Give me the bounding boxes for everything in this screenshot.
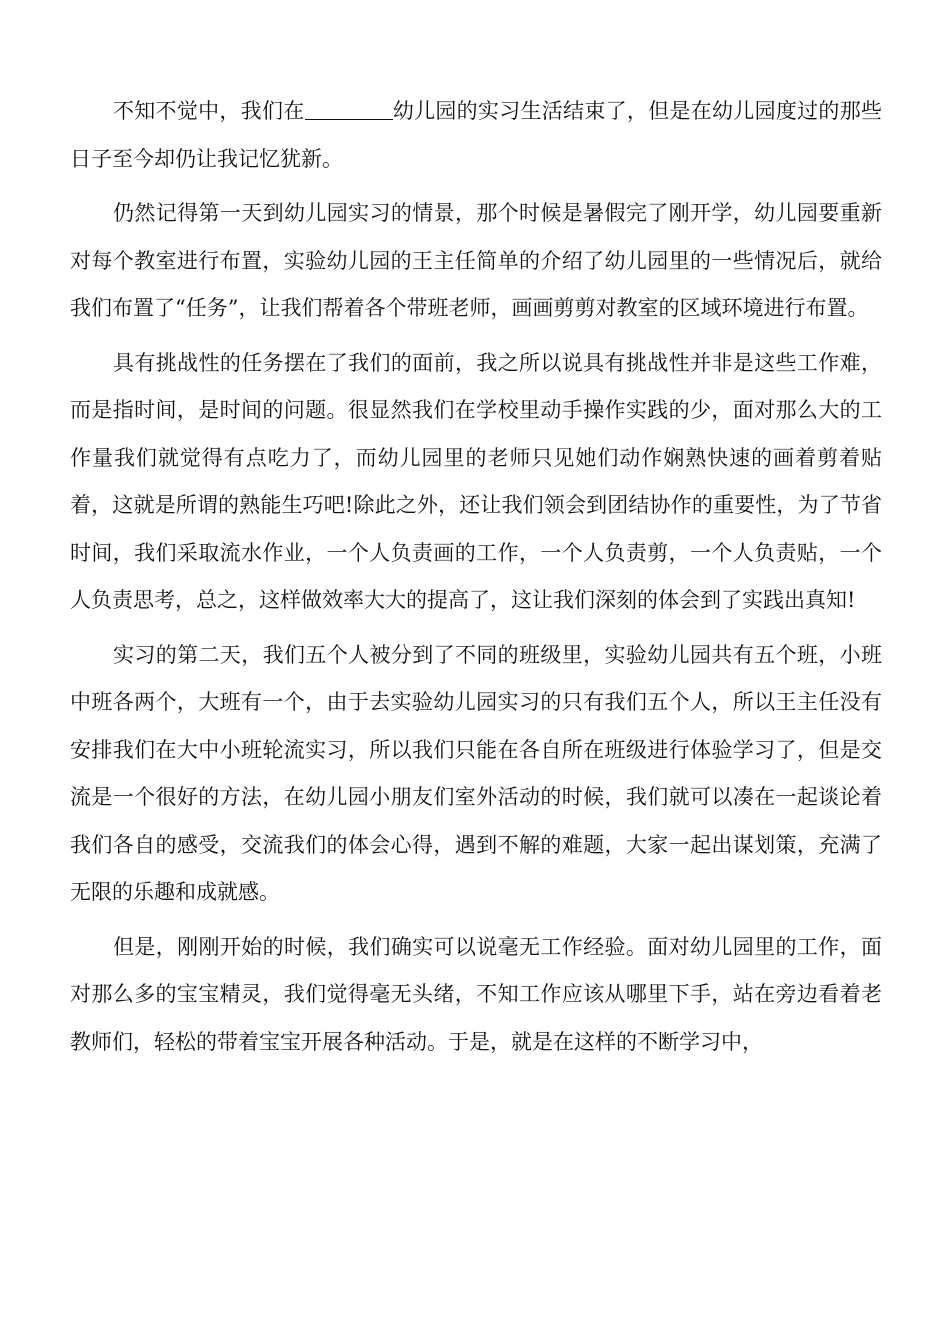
paragraph-1 [70, 88, 882, 183]
paragraph-2: 仍然记得第一天到幼儿园实习的情景，那个时候是暑假完了刚开学，幼儿园要重新对每个教室进行布置，实验幼儿园的王主任简单的介绍了幼儿园里的一些情况后，就给我们布置了“任务”，让我们帮着各个带班老师，画画剪剪对教室的区域环境进行布置。 [70, 201, 882, 320]
paragraph-3: 具有挑战性的任务摆在了我们的面前，我之所以说具有挑战性并非是这些工作难，而是指时间，是时间的问题。很显然我们在学校里动手操作实践的少，面对那么大的工作量我们就觉得有点吃力了，而幼儿园里的老师只见她们动作娴熟快速的画着剪着贴着，这就是所谓的熟能生巧吧!除此之外，还让我们领会到团结协作的重要性，为了节省时间，我们采取流水作业，一个人负责画的工作，一个人负责剪，一个人负责贴，一个人负责思考，总之，这样做效率大大的提高了，这让我们深刻的体会到了实践出真知! [70, 350, 882, 612]
paragraph-4: 实习的第二天，我们五个人被分到了不同的班级里，实验幼儿园共有五个班，小班中班各两个，大班有一个，由于去实验幼儿园实习的只有我们五个人，所以王主任没有安排我们在大中小班轮流实习，所以我们只能在各自所在班级进行体验学习了，但是交流是一个很好的方法，在幼儿园小朋友们室外活动的时候，我们就可以凑在一起谈论着我们各自的感受，交流我们的体会心得，遇到不解的难题，大家一起出谋划策，充满了无限的乐趣和成就感。 [70, 642, 882, 904]
document-page [70, 88, 882, 1073]
paragraph-1-end: 幼儿园的实习生活结束了，但是在幼儿园度过的那些日子至今却仍让我记忆犹新。 [70, 99, 882, 171]
fill-in-blank [305, 98, 393, 120]
paragraph-5: 但是，刚刚开始的时候，我们确实可以说毫无工作经验。面对幼儿园里的工作，面对那么多的宝宝精灵，我们觉得毫无头绪，不知工作应该从哪里下手，站在旁边看着老教师们，轻松的带着宝宝开展各种活动。于是，就是在这样的不断学习中， [70, 934, 882, 1054]
paragraph-1-start: 不知不觉中，我们在 [113, 99, 305, 123]
